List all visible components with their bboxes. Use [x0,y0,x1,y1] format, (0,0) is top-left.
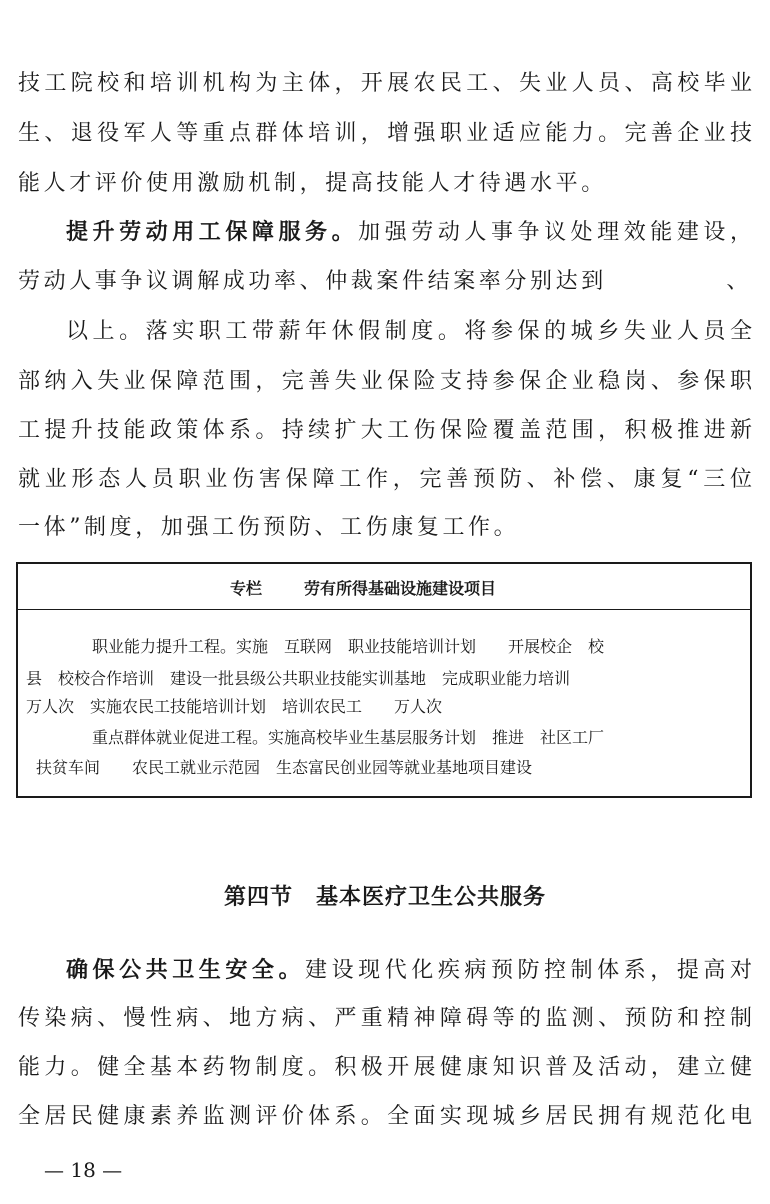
feature-box-line: 职业能力提升工程。实施 互联网 职业技能培训计划 开展校企 校 [92,637,605,656]
paragraph-line: 就业形态人员职业伤害保障工作，完善预防、补偿、康复“三位 [18,467,752,492]
paragraph-line: 能人才评价使用激励机制，提高技能人才待遇水平。 [18,171,607,196]
page-number: — 18 — [44,1158,123,1182]
paragraph-line: 一体”制度，加强工伤预防、工伤康复工作。 [18,515,520,540]
paragraph-line [18,267,752,297]
paragraph-line: 部纳入失业保障范围，完善失业保险支持参保企业稳岗、参保职 [18,369,752,394]
paragraph-line [66,217,752,247]
paragraph-text: 建设现代化疾病预防控制体系，提高对 [305,958,752,983]
feature-box-label: 专栏 [230,579,263,598]
feature-box-line: 万人次 实施农民工技能培训计划 培训农民工 万人次 [26,697,443,716]
paragraph-lead: 确保公共卫生安全。 [66,957,306,983]
paragraph-text: 、 [726,269,752,294]
section-title: 第四节 基本医疗卫生公共服务 [223,885,546,910]
paragraph-line: 以上。落实职工带薪年休假制度。将参保的城乡失业人员全 [66,319,752,344]
paragraph-line: 技工院校和培训机构为主体，开展农民工、失业人员、高校毕业 [18,71,752,96]
paragraph-line: 能力。健全基本药物制度。积极开展健康知识普及活动，建立健 [18,1055,752,1080]
feature-box-header [18,564,750,610]
paragraph-line: 生、退役军人等重点群体培训，增强职业适应能力。完善企业技 [18,121,752,146]
paragraph-line: 工提升技能政策体系。持续扩大工伤保险覆盖范围，积极推进新 [18,418,752,443]
feature-box [16,562,752,798]
paragraph-text: 加强劳动人事争议处理效能建设， [358,220,752,245]
feature-box-line: 县 校校合作培训 建设一批县级公共职业技能实训基地 完成职业能力培训 [26,669,571,688]
feature-box-line: 扶贫车间 农民工就业示范园 生态富民创业园等就业基地项目建设 [36,758,533,777]
paragraph-text: 劳动人事争议调解成功率、仲裁案件结案率分别达到 [18,269,607,294]
paragraph-line: 全居民健康素养监测评价体系。全面实现城乡居民拥有规范化电 [18,1104,752,1129]
paragraph-line [66,955,752,985]
feature-box-line: 重点群体就业促进工程。实施高校毕业生基层服务计划 推进 社区工厂 [92,728,605,747]
paragraph-line: 传染病、慢性病、地方病、严重精神障碍等的监测、预防和控制 [18,1006,752,1031]
feature-box-title: 劳有所得基础设施建设项目 [304,579,497,598]
paragraph-lead: 提升劳动用工保障服务。 [66,219,359,245]
